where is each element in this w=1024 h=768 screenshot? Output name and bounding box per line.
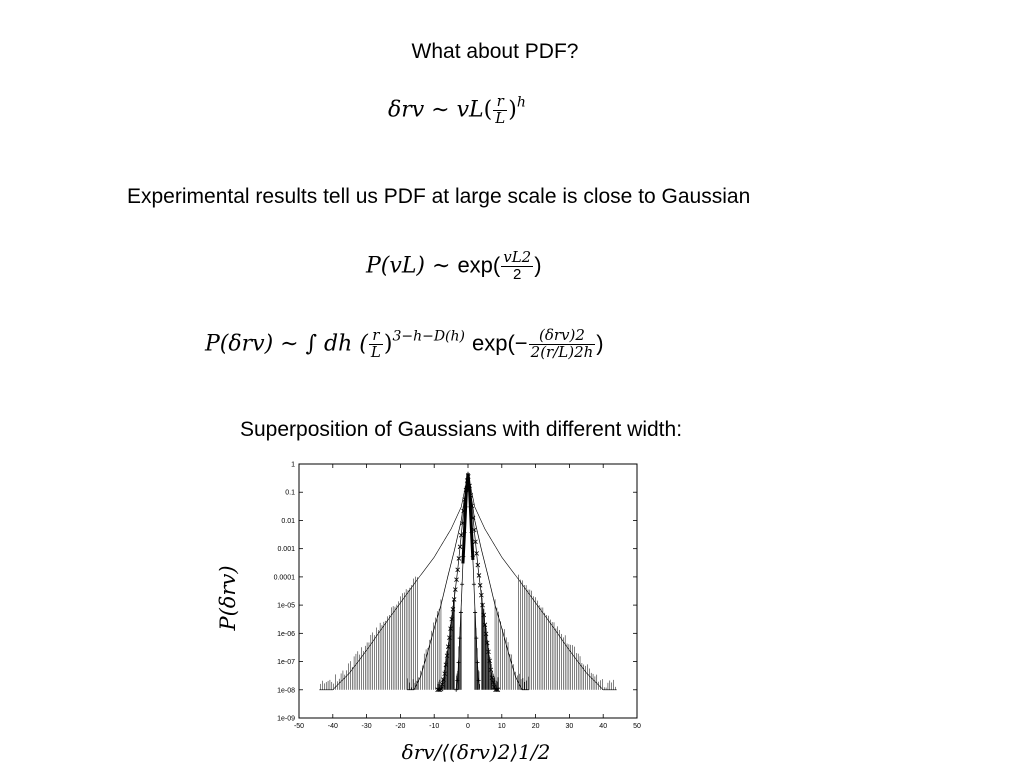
x-tick-label: 20	[531, 723, 540, 730]
series-2	[407, 474, 529, 690]
series-layer	[319, 472, 616, 692]
y-axis-title: P(δrv)	[216, 565, 240, 631]
x-axis-ticks	[294, 464, 641, 730]
x-tick-label: 50	[633, 723, 641, 730]
x-tick-label: -20	[395, 723, 406, 730]
x-tick-label: 0	[466, 723, 470, 730]
y-tick-label: 0.001	[277, 546, 295, 554]
x-tick-label: -10	[429, 723, 440, 730]
y-tick-label: 1	[291, 461, 295, 469]
y-tick-label: 1e-07	[277, 659, 295, 667]
series-curve	[407, 474, 529, 690]
series-marker	[460, 582, 464, 586]
x-tick-label: 30	[565, 723, 574, 730]
y-tick-label: 1e-06	[277, 630, 295, 638]
y-tick-label: 1e-08	[277, 687, 295, 695]
series-marker	[472, 582, 476, 586]
series-curve	[319, 474, 616, 690]
caption-text: Superposition of Gaussians with different width:	[240, 418, 683, 441]
x-tick-label: 10	[497, 723, 506, 730]
series-3	[436, 474, 500, 691]
x-axis-title: δrv/⟨(δrv)2⟩1/2	[401, 740, 551, 764]
pdf-superposition-equation: P(δrv) ∼ ∫ dh ( $\frac{r}{L}$ )$^{3-h-D(h)}$ exp(− $\frac{\text{(δrv)2}}{2(r/L)2h}$ )	[205, 326, 604, 361]
y-tick-label: 1e-05	[277, 602, 295, 610]
page-heading: What about PDF?	[411, 40, 579, 63]
pdf-chart	[200, 455, 660, 767]
y-tick-label: 0.1	[285, 489, 295, 497]
x-tick-label: -30	[361, 723, 372, 730]
plot-frame	[299, 464, 637, 718]
scaling-equation: δrv ∼ vL( $\frac{r}{L}$ )$^h$	[388, 92, 526, 127]
pdf-large-scale-equation: P(vL) ∼ exp( $\frac{vL2}{2}$ )	[366, 248, 542, 283]
series-1	[319, 474, 616, 690]
x-tick-label: -40	[327, 723, 338, 730]
x-tick-label: -50	[293, 723, 305, 730]
y-tick-label: 0.01	[281, 517, 295, 525]
x-tick-label: 40	[599, 723, 608, 730]
statement-text: Experimental results tell us PDF at large scale is close to Gaussian	[127, 185, 751, 208]
series-marker	[473, 610, 477, 614]
series-marker	[459, 610, 463, 614]
y-tick-label: 0.0001	[273, 574, 295, 582]
y-tick-label: 1e-09	[277, 715, 295, 723]
